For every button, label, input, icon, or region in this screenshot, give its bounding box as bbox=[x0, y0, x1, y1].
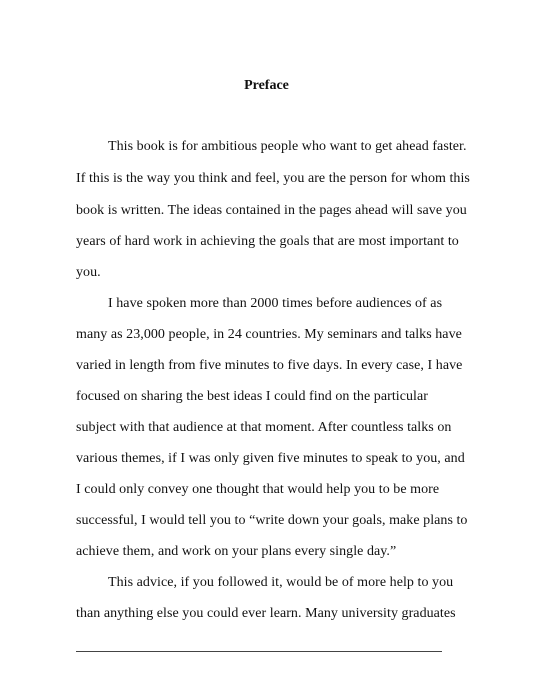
footnote-divider bbox=[76, 651, 442, 652]
body-line: achieve them, and work on your plans every single day.” bbox=[76, 544, 397, 559]
body-line: years of hard work in achieving the goals that are most important to bbox=[76, 234, 459, 249]
body-line: subject with that audience at that moment. After countless talks on bbox=[76, 420, 452, 435]
body-line: focused on sharing the best ideas I could find on the particular bbox=[76, 389, 428, 404]
body-line: you. bbox=[76, 265, 101, 280]
body-line: I have spoken more than 2000 times before audiences of as bbox=[108, 296, 443, 311]
body-line: If this is the way you think and feel, you are the person for whom this bbox=[76, 171, 470, 186]
body-line: successful, I would tell you to “write down your goals, make plans to bbox=[76, 513, 468, 528]
body-line: many as 23,000 people, in 24 countries. My seminars and talks have bbox=[76, 327, 462, 342]
body-line: than anything else you could ever learn. Many university graduates bbox=[76, 606, 456, 621]
body-line: varied in length from five minutes to five days. In every case, I have bbox=[76, 358, 463, 373]
body-line: book is written. The ideas contained in the pages ahead will save you bbox=[76, 203, 467, 218]
body-line: various themes, if I was only given five minutes to speak to you, and bbox=[76, 451, 465, 466]
body-line: This book is for ambitious people who want to get ahead faster. bbox=[108, 139, 467, 154]
body-line: I could only convey one thought that would help you to be more bbox=[76, 482, 440, 497]
body-line: This advice, if you followed it, would be of more help to you bbox=[108, 575, 454, 590]
page-title: Preface bbox=[244, 78, 289, 93]
